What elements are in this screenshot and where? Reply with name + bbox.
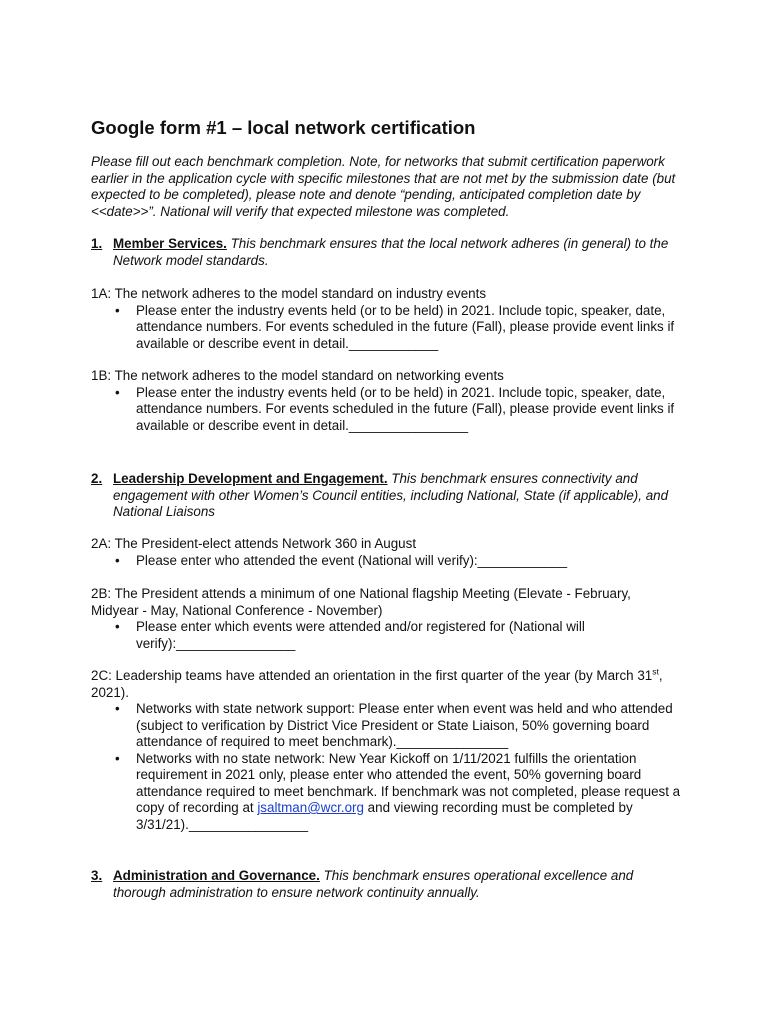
benchmark-item-2b <box>91 586 681 652</box>
item-heading: 2B: The President attends a minimum of one National flagship Meeting (Elevate - February, Midyear - May, National Conference - November) <box>91 586 631 618</box>
item-heading: 2A: The President-elect attends Network 360 in August <box>91 536 417 551</box>
list-item <box>91 751 681 834</box>
bullet-marker: • <box>115 619 120 634</box>
item-heading-text: 2C: Leadership teams have attended an orientation in the first quarter of the year (by March 31 <box>91 668 653 683</box>
bullet-list <box>91 385 681 435</box>
item-bullet-text: Please enter the industry events held (or to be held) in 2021. Include topic, speaker, date, attendance numbers. For events scheduled in the future (Fall), please provide event links if available or describe event in detail.________________ <box>136 384 675 433</box>
section-title: Leadership Development and Engagement. <box>113 471 388 486</box>
item-heading <box>91 668 681 701</box>
section-description: This benchmark ensures operational excellence and thorough administration to ensure network continuity annually. <box>113 868 634 900</box>
list-item <box>91 553 681 570</box>
item-bullet-text: Please enter the industry events held (or to be held) in 2021. Include topic, speaker, date, attendance numbers. For events scheduled in the future (Fall), please provide event links if available or describe event in detail.____________ <box>136 302 675 351</box>
section-number: 3. <box>91 868 103 883</box>
section-title: Member Services. <box>113 236 227 251</box>
item-bullet-text: Please enter who attended the event (National will verify):____________ <box>136 552 568 568</box>
list-item <box>91 619 681 652</box>
item-bullet-text: Networks with no state network: New Year Kickoff on 1/11/2021 fulfills the orientation requirement in 2021 only, please enter who attended the event, 50% governing board attendance required to meet benchmark. If benchmark was not completed, please request a copy of recording at <box>136 750 681 815</box>
benchmark-item-1a <box>91 286 681 352</box>
ordinal-suffix: st <box>652 666 659 677</box>
section-leadership-development <box>91 471 681 521</box>
bullet-marker: • <box>115 384 120 400</box>
email-link[interactable]: jsaltman@wcr.org <box>257 800 364 815</box>
section-heading <box>91 471 681 521</box>
section-title: Administration and Governance. <box>113 868 320 883</box>
item-bullet-text-end: and viewing recording must be completed by 3/31/21).________________ <box>136 800 633 832</box>
intro-paragraph: Please fill out each benchmark completion. Note, for networks that submit certification paperwork earlier in the application cycle with specific milestones that are not met by the submission date (but expected to be completed), please note and denote “pending, anticipated completion date by <<date>>”. National will verify that expected milestone was completed. <box>91 154 676 219</box>
section-description: This benchmark ensures connectivity and engagement with other Women’s Council entities, including National, State (if applicable), and National Liaisons <box>113 471 669 519</box>
section-administration-governance <box>91 868 681 901</box>
benchmark-item-2a <box>91 536 681 569</box>
item-heading: 1B: The network adheres to the model standard on networking events <box>91 368 504 383</box>
bullet-list <box>91 701 681 833</box>
section-number: 2. <box>91 471 103 486</box>
benchmark-item-1b <box>91 368 681 434</box>
list-item <box>91 385 681 435</box>
bullet-list <box>91 303 681 353</box>
list-item <box>91 303 681 353</box>
document-title: Google form #1 – local network certification <box>91 117 476 138</box>
item-heading-text-end: , 2021). <box>91 668 663 700</box>
bullet-marker: • <box>115 302 120 318</box>
bullet-marker: • <box>115 701 120 716</box>
bullet-list <box>91 619 681 652</box>
section-heading <box>91 236 681 269</box>
section-description: This benchmark ensures that the local network adheres (in general) to the Network model standards. <box>113 236 669 268</box>
item-bullet-text: Please enter which events were attended and/or registered for (National will verify):________________ <box>136 619 585 651</box>
section-number: 1. <box>91 236 103 251</box>
item-bullet-text: Networks with state network support: Please enter when event was held and who attended (subject to verification by District Vice President or State Liaison, 50% governing board attendance of required to meet benchmark)._______________ <box>136 701 673 749</box>
list-item <box>91 701 681 751</box>
benchmark-item-2c <box>91 668 681 833</box>
bullet-marker: • <box>115 750 120 766</box>
bullet-list <box>91 553 681 570</box>
section-member-services <box>91 236 681 269</box>
section-heading <box>91 868 681 901</box>
item-heading: 1A: The network adheres to the model standard on industry events <box>91 286 487 301</box>
bullet-marker: • <box>115 552 120 568</box>
